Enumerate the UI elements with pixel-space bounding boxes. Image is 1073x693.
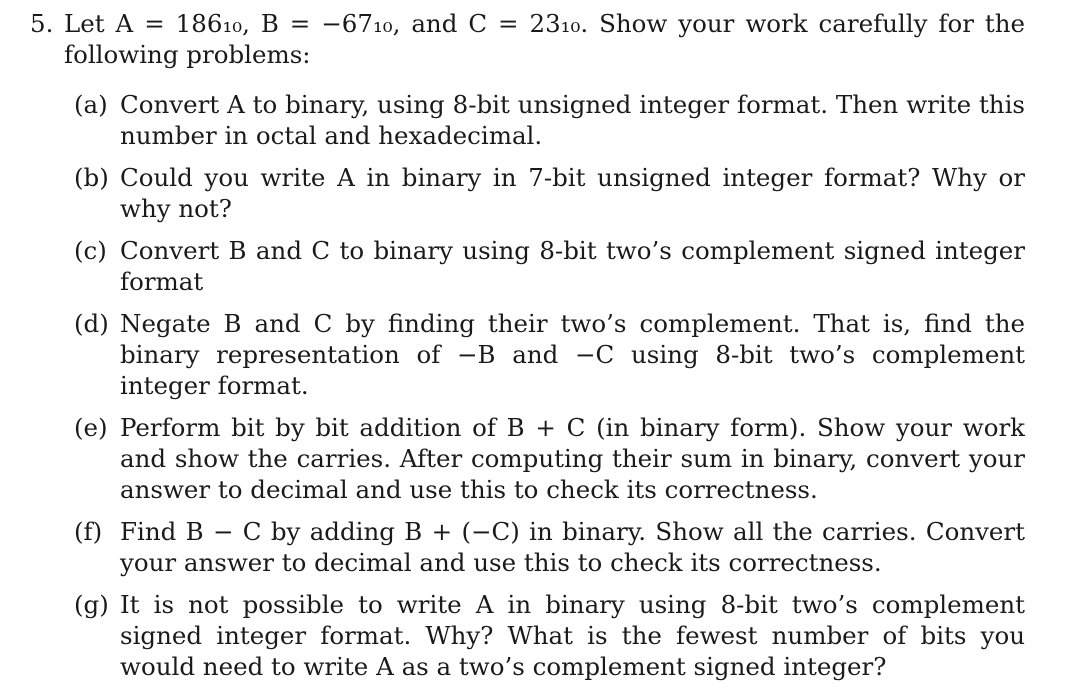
subquestion-label: (e)	[74, 413, 108, 442]
subquestion-d	[74, 308, 1025, 401]
problem-5	[30, 8, 1025, 693]
subquestion-text: Perform bit by bit addition of B + C (in binary form). Show your work and show the carries. After computing their sum in binary, convert your answer to decimal and use this to check its correctness.	[120, 413, 1025, 504]
subquestion-text: Convert B and C to binary using 8-bit two’s complement signed integer format	[120, 236, 1025, 296]
subquestion-f	[74, 516, 1025, 578]
subquestion-label: (c)	[74, 236, 107, 265]
subquestion-text: Could you write A in binary in 7-bit unsigned integer format? Why or why not?	[120, 163, 1025, 223]
subquestion-list	[74, 89, 1025, 682]
subquestion-text: Negate B and C by finding their two’s complement. That is, find the binary representation of −B and −C using 8-bit two’s complement integer format.	[120, 309, 1025, 400]
subquestion-e	[74, 412, 1025, 505]
subquestion-b	[74, 162, 1025, 224]
subquestion-label: (f)	[74, 517, 103, 546]
subquestion-g	[74, 589, 1025, 682]
problem-header	[30, 8, 1025, 70]
subquestion-label: (b)	[74, 163, 109, 192]
subquestion-label: (d)	[74, 309, 109, 338]
problem-intro: Let A = 186₁₀, B = −67₁₀, and C = 23₁₀. Show your work carefully for the following problems:	[64, 9, 1025, 69]
subquestion-text: Find B − C by adding B + (−C) in binary. Show all the carries. Convert your answer to decimal and use this to check its correctness.	[120, 517, 1025, 577]
subquestion-label: (g)	[74, 590, 109, 619]
subquestion-a	[74, 89, 1025, 151]
subquestion-c	[74, 235, 1025, 297]
subquestion-text: It is not possible to write A in binary using 8-bit two’s complement signed integer format. Why? What is the fewest number of bits you would need to write A as a two’s complement signed integer?	[120, 590, 1025, 681]
problem-number: 5.	[30, 9, 54, 38]
subquestion-text: Convert A to binary, using 8-bit unsigned integer format. Then write this number in octal and hexadecimal.	[120, 90, 1025, 150]
subquestion-label: (a)	[74, 90, 108, 119]
